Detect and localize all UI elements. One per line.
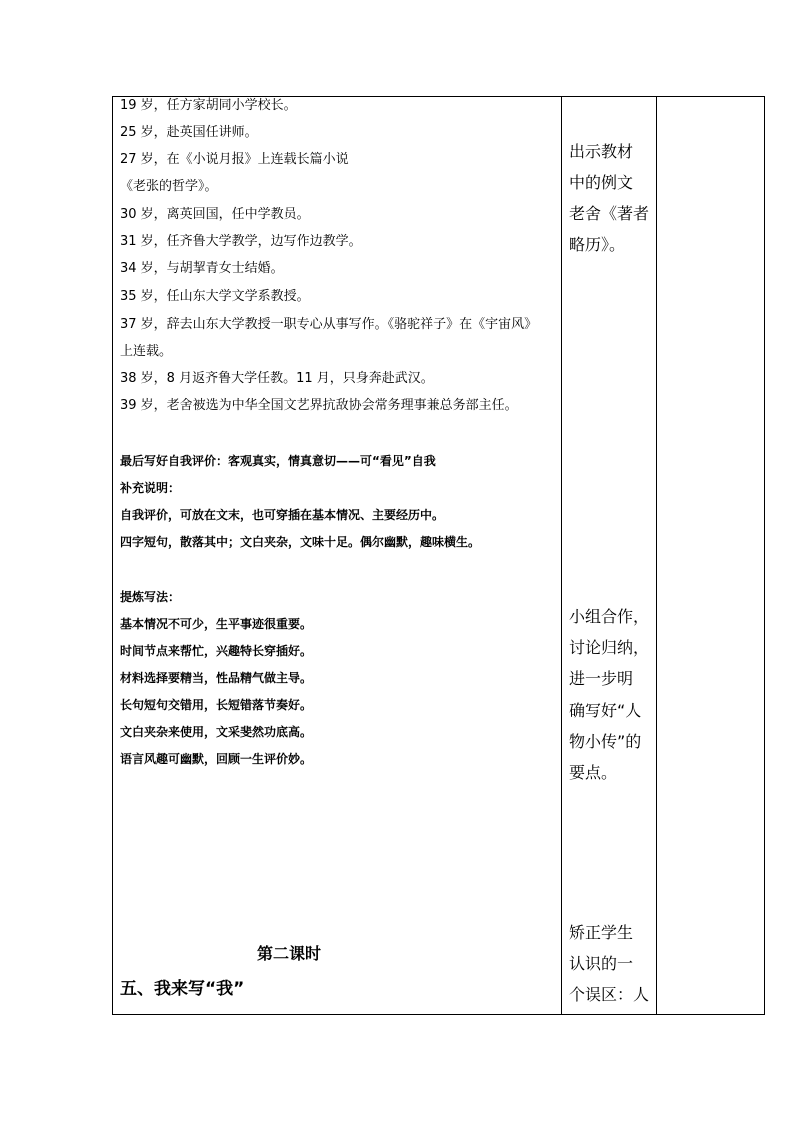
note-line: 个误区：人 <box>569 985 650 1004</box>
timeline-item: 上连载。 <box>120 344 173 359</box>
timeline-item: 38 岁，8 月返齐鲁大学任教。11 月，只身奔赴武汉。 <box>120 371 434 386</box>
timeline-item: 30 岁，离英回国，任中学教员。 <box>120 207 310 222</box>
summary-line: 基本情况不可少，生平事迹很重要。 <box>120 617 313 631</box>
note-line: 认识的一 <box>569 954 634 973</box>
note-line: 进一步明 <box>569 669 634 688</box>
note-line: 老舍《著者 <box>569 204 650 223</box>
note-line: 讨论归纳， <box>569 638 650 657</box>
column-divider <box>561 97 562 1014</box>
lesson-title: 第二课时 <box>257 944 322 963</box>
summary-line: 语言风趣可幽默，回顾一生评价妙。 <box>120 752 313 766</box>
supplement-line: 四字短句，散落其中；文白夹杂，文味十足。偶尔幽默，趣味横生。 <box>120 535 481 549</box>
note-line: 略历》。 <box>569 235 626 254</box>
note-line: 小组合作， <box>569 607 650 626</box>
note-line: 物小传”的 <box>569 732 642 751</box>
note-line: 要点。 <box>569 763 618 782</box>
note-line: 矫正学生 <box>569 923 634 942</box>
self-evaluation-title: 最后写好自我评价：客观真实，情真意切——可“看见”自我 <box>120 454 436 468</box>
timeline-item: 31 岁，任齐鲁大学教学，边写作边教学。 <box>120 234 362 249</box>
timeline-item: 37 岁，辞去山东大学教授一职专心从事写作。《骆驼祥子》在《宇宙风》 <box>120 317 538 332</box>
summary-line: 文白夹杂来使用，文采斐然功底高。 <box>120 725 313 739</box>
timeline-item: 19 岁，任方家胡同小学校长。 <box>120 98 297 113</box>
timeline-item: 35 岁，任山东大学文学系教授。 <box>120 289 310 304</box>
summary-title: 提炼写法： <box>120 590 181 604</box>
note-line: 出示教材 <box>569 142 634 161</box>
lesson-plan-table <box>112 96 765 1015</box>
timeline-item: 34 岁，与胡挈青女士结婚。 <box>120 261 284 276</box>
timeline-item: 《老张的哲学》。 <box>120 179 218 194</box>
supplement-line: 自我评价，可放在文末，也可穿插在基本情况、主要经历中。 <box>120 508 445 522</box>
section-heading: 五、我来写“我” <box>120 979 245 999</box>
summary-line: 材料选择要精当，性品精气做主导。 <box>120 671 313 685</box>
summary-line: 长句短句交错用，长短错落节奏好。 <box>120 698 313 712</box>
summary-line: 时间节点来帮忙，兴趣特长穿插好。 <box>120 644 313 658</box>
note-line: 确写好“人 <box>569 701 642 720</box>
note-line: 中的例文 <box>569 173 634 192</box>
timeline-item: 27 岁，在《小说月报》上连载长篇小说 <box>120 152 349 167</box>
column-divider <box>656 97 657 1014</box>
supplement-label: 补充说明： <box>120 481 181 495</box>
timeline-item: 39 岁，老舍被选为中华全国文艺界抗敌协会常务理事兼总务部主任。 <box>120 398 518 413</box>
timeline-item: 25 岁，赴英国任讲师。 <box>120 125 258 140</box>
